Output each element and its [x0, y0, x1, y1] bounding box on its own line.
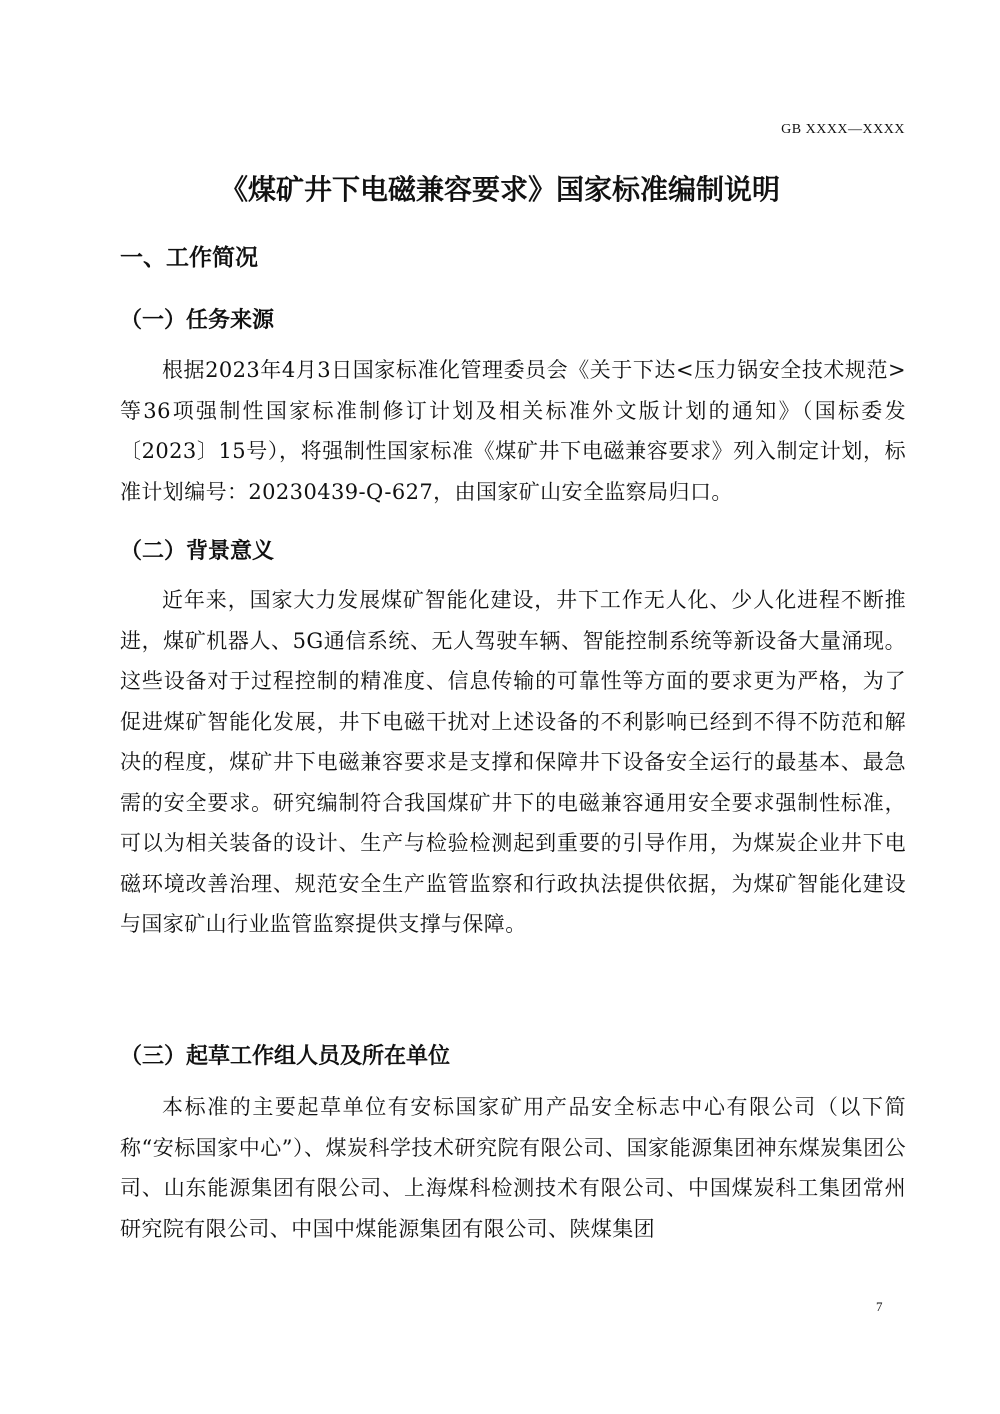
- document-code: GB XXXX—XXXX: [781, 122, 905, 137]
- paragraph-drafting-group: 本标准的主要起草单位有安标国家矿用产品安全标志中心有限公司（以下简称“安标国家中心”）、煤炭科学技术研究院有限公司、国家能源集团神东煤炭集团公司、山东能源集团有限公司、上海煤科检测技术有限公司、中国煤炭科工集团常州研究院有限公司、中国中煤能源集团有限公司、陕煤集团: [120, 1095, 906, 1241]
- paragraph-task-source: 根据2023年4月3日国家标准化管理委员会《关于下达<压力锅安全技术规范>等36项强制性国家标准制修订计划及相关标准外文版计划的通知》（国标委发〔2023〕15号），将强制性国家标准《煤矿井下电磁兼容要求》列入制定计划，标准计划编号：20230439-Q-627，由国家矿山安全监察局归口。: [120, 358, 906, 504]
- subsection-heading-drafting-group: （三）起草工作组人员及所在单位: [120, 1044, 451, 1069]
- section-heading-work-overview: 一、工作简况: [120, 245, 258, 271]
- document-title: 《煤矿井下电磁兼容要求》国家标准编制说明: [219, 173, 780, 206]
- subsection-heading-background: （二）背景意义: [120, 539, 275, 564]
- paragraph-background: 近年来，国家大力发展煤矿智能化建设，井下工作无人化、少人化进程不断推进，煤矿机器人、5G通信系统、无人驾驶车辆、智能控制系统等新设备大量涌现。这些设备对于过程控制的精准度、信息传输的可靠性等方面的要求更为严格，为了促进煤矿智能化发展，井下电磁干扰对上述设备的不利影响已经到不得不防范和解决的程度，煤矿井下电磁兼容要求是支撑和保障井下设备安全运行的最基本、最急需的安全要求。研究编制符合我国煤矿井下的电磁兼容通用安全要求强制性标准，可以为相关装备的设计、生产与检验检测起到重要的引导作用，为煤炭企业井下电磁环境改善治理、规范安全生产监管监察和行政执法提供依据，为煤矿智能化建设与国家矿山行业监管监察提供支撑与保障。: [120, 588, 906, 936]
- page-number: 7: [876, 1299, 883, 1314]
- subsection-heading-task-source: （一）任务来源: [120, 308, 275, 333]
